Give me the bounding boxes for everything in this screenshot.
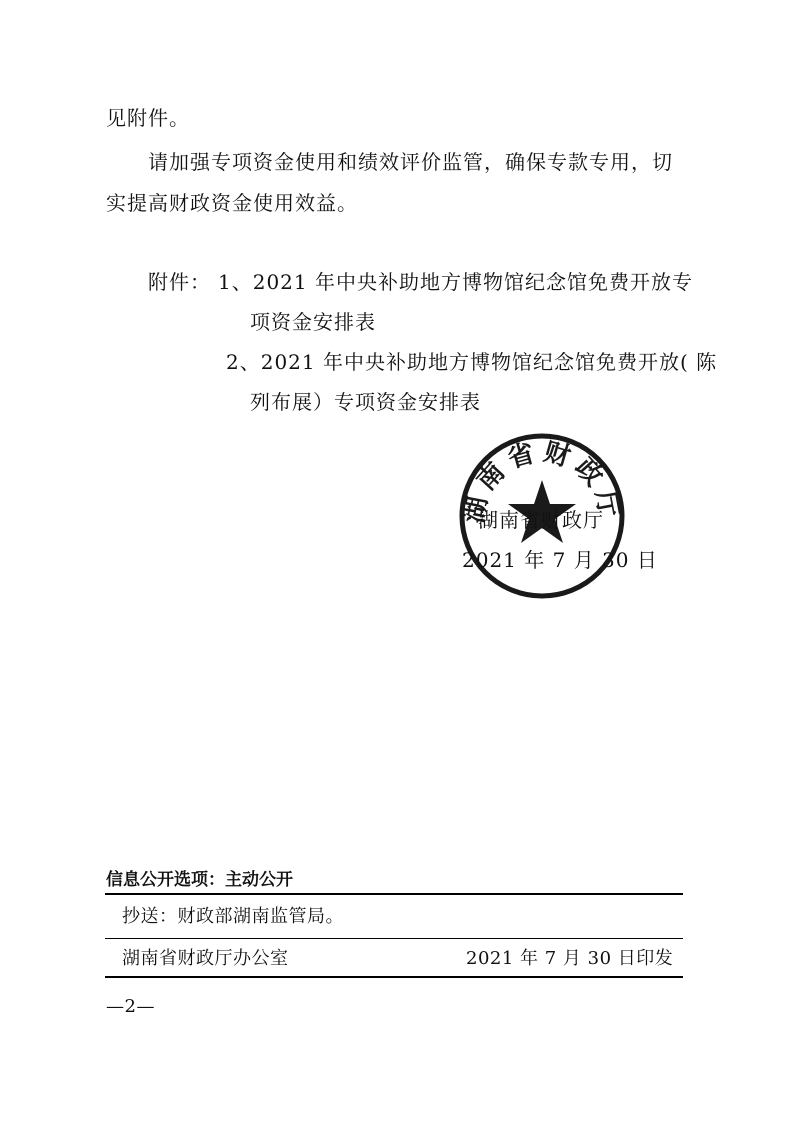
attachment-2-line-2: 列布展）专项资金安排表: [250, 390, 481, 414]
attachment-2-line-1: 2、2021 年中央补助地方博物馆纪念馆免费开放( 陈: [226, 350, 718, 374]
footer-rule-top: [105, 893, 683, 895]
signature-date: 2021 年 7 月 30 日: [462, 548, 658, 572]
attachments-label: 附件：: [148, 270, 211, 294]
body-line-3: 实提高财政资金使用效益。: [106, 191, 358, 215]
body-line-1: 见附件。: [106, 106, 190, 130]
issuer-office: 湖南省财政厅办公室: [122, 948, 289, 969]
page-number: —2—: [106, 996, 155, 1017]
footer-rule-bottom: [105, 976, 683, 978]
signature-org: 湖南省财政厅: [478, 508, 604, 532]
attachment-1-line-2: 项资金安排表: [250, 310, 376, 334]
issue-date: 2021 年 7 月 30 日印发: [466, 948, 674, 969]
attachment-1-line-1: 1、2021 年中央补助地方博物馆纪念馆免费开放专: [218, 270, 693, 294]
footer-rule-middle: [105, 938, 683, 939]
info-disclosure-label: 信息公开选项：主动公开: [106, 870, 293, 890]
body-line-2: 请加强专项资金使用和绩效评价监管，确保专款专用，切: [148, 150, 673, 174]
cc-line: 抄送：财政部湖南监管局。: [122, 906, 344, 927]
seal-arc-text: 湖南省财政厅: [459, 436, 625, 526]
